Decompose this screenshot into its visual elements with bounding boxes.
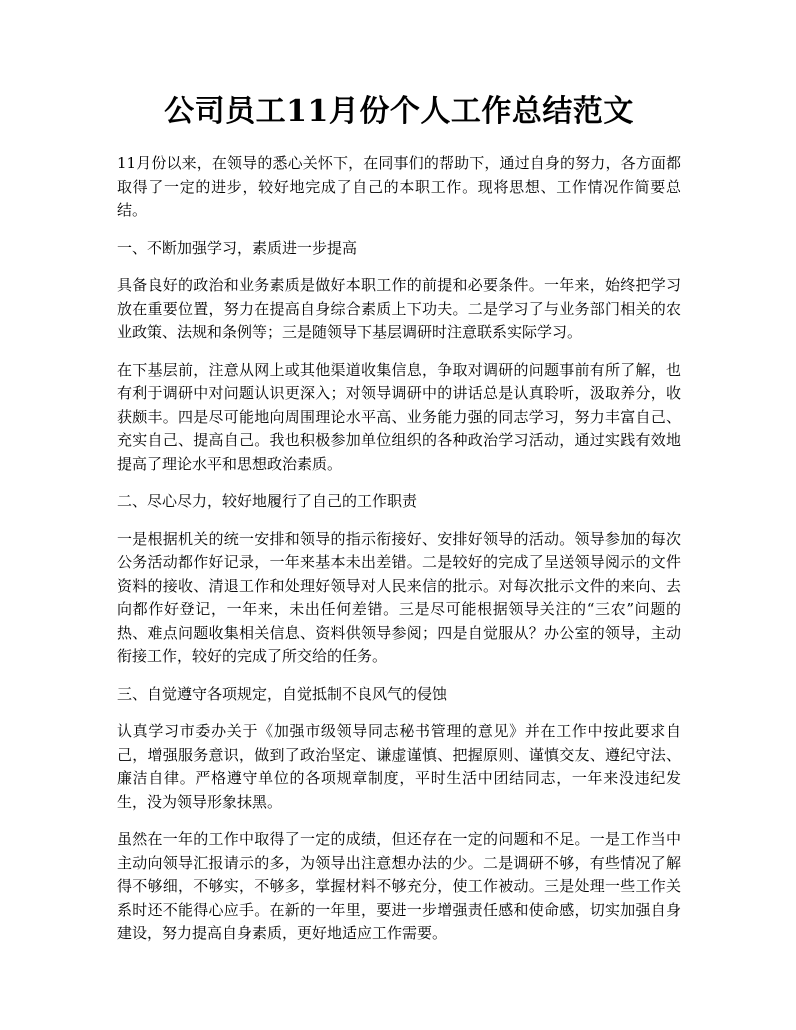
document-title: 公司员工11月份个人工作总结范文 [164, 94, 634, 129]
section-1-paragraph-2: 在下基层前，注意从网上或其他渠道收集信息，争取对调研的问题事前有所了解，也有利于调研中对问题认识更深入；对领导调研中的讲话总是认真聆听，汲取养分，收获颇丰。四是尽可能地向周围理论水平高、业务能力强的同志学习，努力丰富自己、充实自己、提高自己。我也积极参加单位组织的各种政治学习活动，通过实践有效地提高了理论水平和思想政治素质。 [117, 360, 681, 473]
intro-paragraph: 11月份以来，在领导的悉心关怀下，在同事们的帮助下，通过自身的努力，各方面都取得了一定的进步，较好地完成了自己的本职工作。现将思想、工作情况作简要总结。 [117, 154, 681, 219]
section-1-paragraph-1: 具备良好的政治和业务素质是做好本职工作的前提和必要条件。一年来，始终把学习放在重要位置，努力在提高自身综合素质上下功夫。二是学习了与业务部门相关的农业政策、法规和条例等；三是随领导下基层调研时注意联系实际学习。 [117, 276, 681, 341]
section-2-paragraph-1: 一是根据机关的统一安排和领导的指示衔接好、安排好领导的活动。领导参加的每次公务活动都作好记录，一年来基本未出差错。二是较好的完成了呈送领导阅示的文件资料的接收、清退工作和处理好领导对人民来信的批示。对每次批示文件的来向、去向都作好登记，一年来，未出任何差错。三是尽可能根据领导关注的“三农”问题的热、难点问题收集相关信息、资料供领导参阅；四是自觉服从？办公室的领导，主动衔接工作，较好的完成了所交给的任务。 [117, 529, 681, 665]
section-2-heading: 二、尽心尽力，较好地履行了自己的工作职责 [117, 492, 418, 510]
document-body [117, 152, 681, 946]
document-page [117, 0, 681, 960]
section-3-paragraph-2: 虽然在一年的工作中取得了一定的成绩，但还存在一定的问题和不足。一是工作当中主动向领导汇报请示的多，为领导出注意想办法的少。二是调研不够，有些情况了解得不够细，不够实，不够多，掌握材料不够充分，使工作被动。三是处理一些工作关系时还不能得心应手。在新的一年里，要进一步增强责任感和使命感，切实加强自身建设，努力提高自身素质，更好地适应工作需要。 [117, 830, 681, 942]
section-1-heading: 一、不断加强学习，素质进一步提高 [117, 238, 358, 257]
section-3-heading: 三、自觉遵守各项规定，自觉抵制不良风气的侵蚀 [117, 684, 448, 703]
section-3-paragraph-1: 认真学习市委办关于《加强市级领导同志秘书管理的意见》并在工作中按此要求自己，增强服务意识，做到了政治坚定、谦虚谨慎、把握原则、谨慎交友、遵纪守法、廉洁自律。严格遵守单位的各项规章制度，平时生活中团结同志，一年来没违纪发生，没为领导形象抹黑。 [117, 722, 681, 811]
